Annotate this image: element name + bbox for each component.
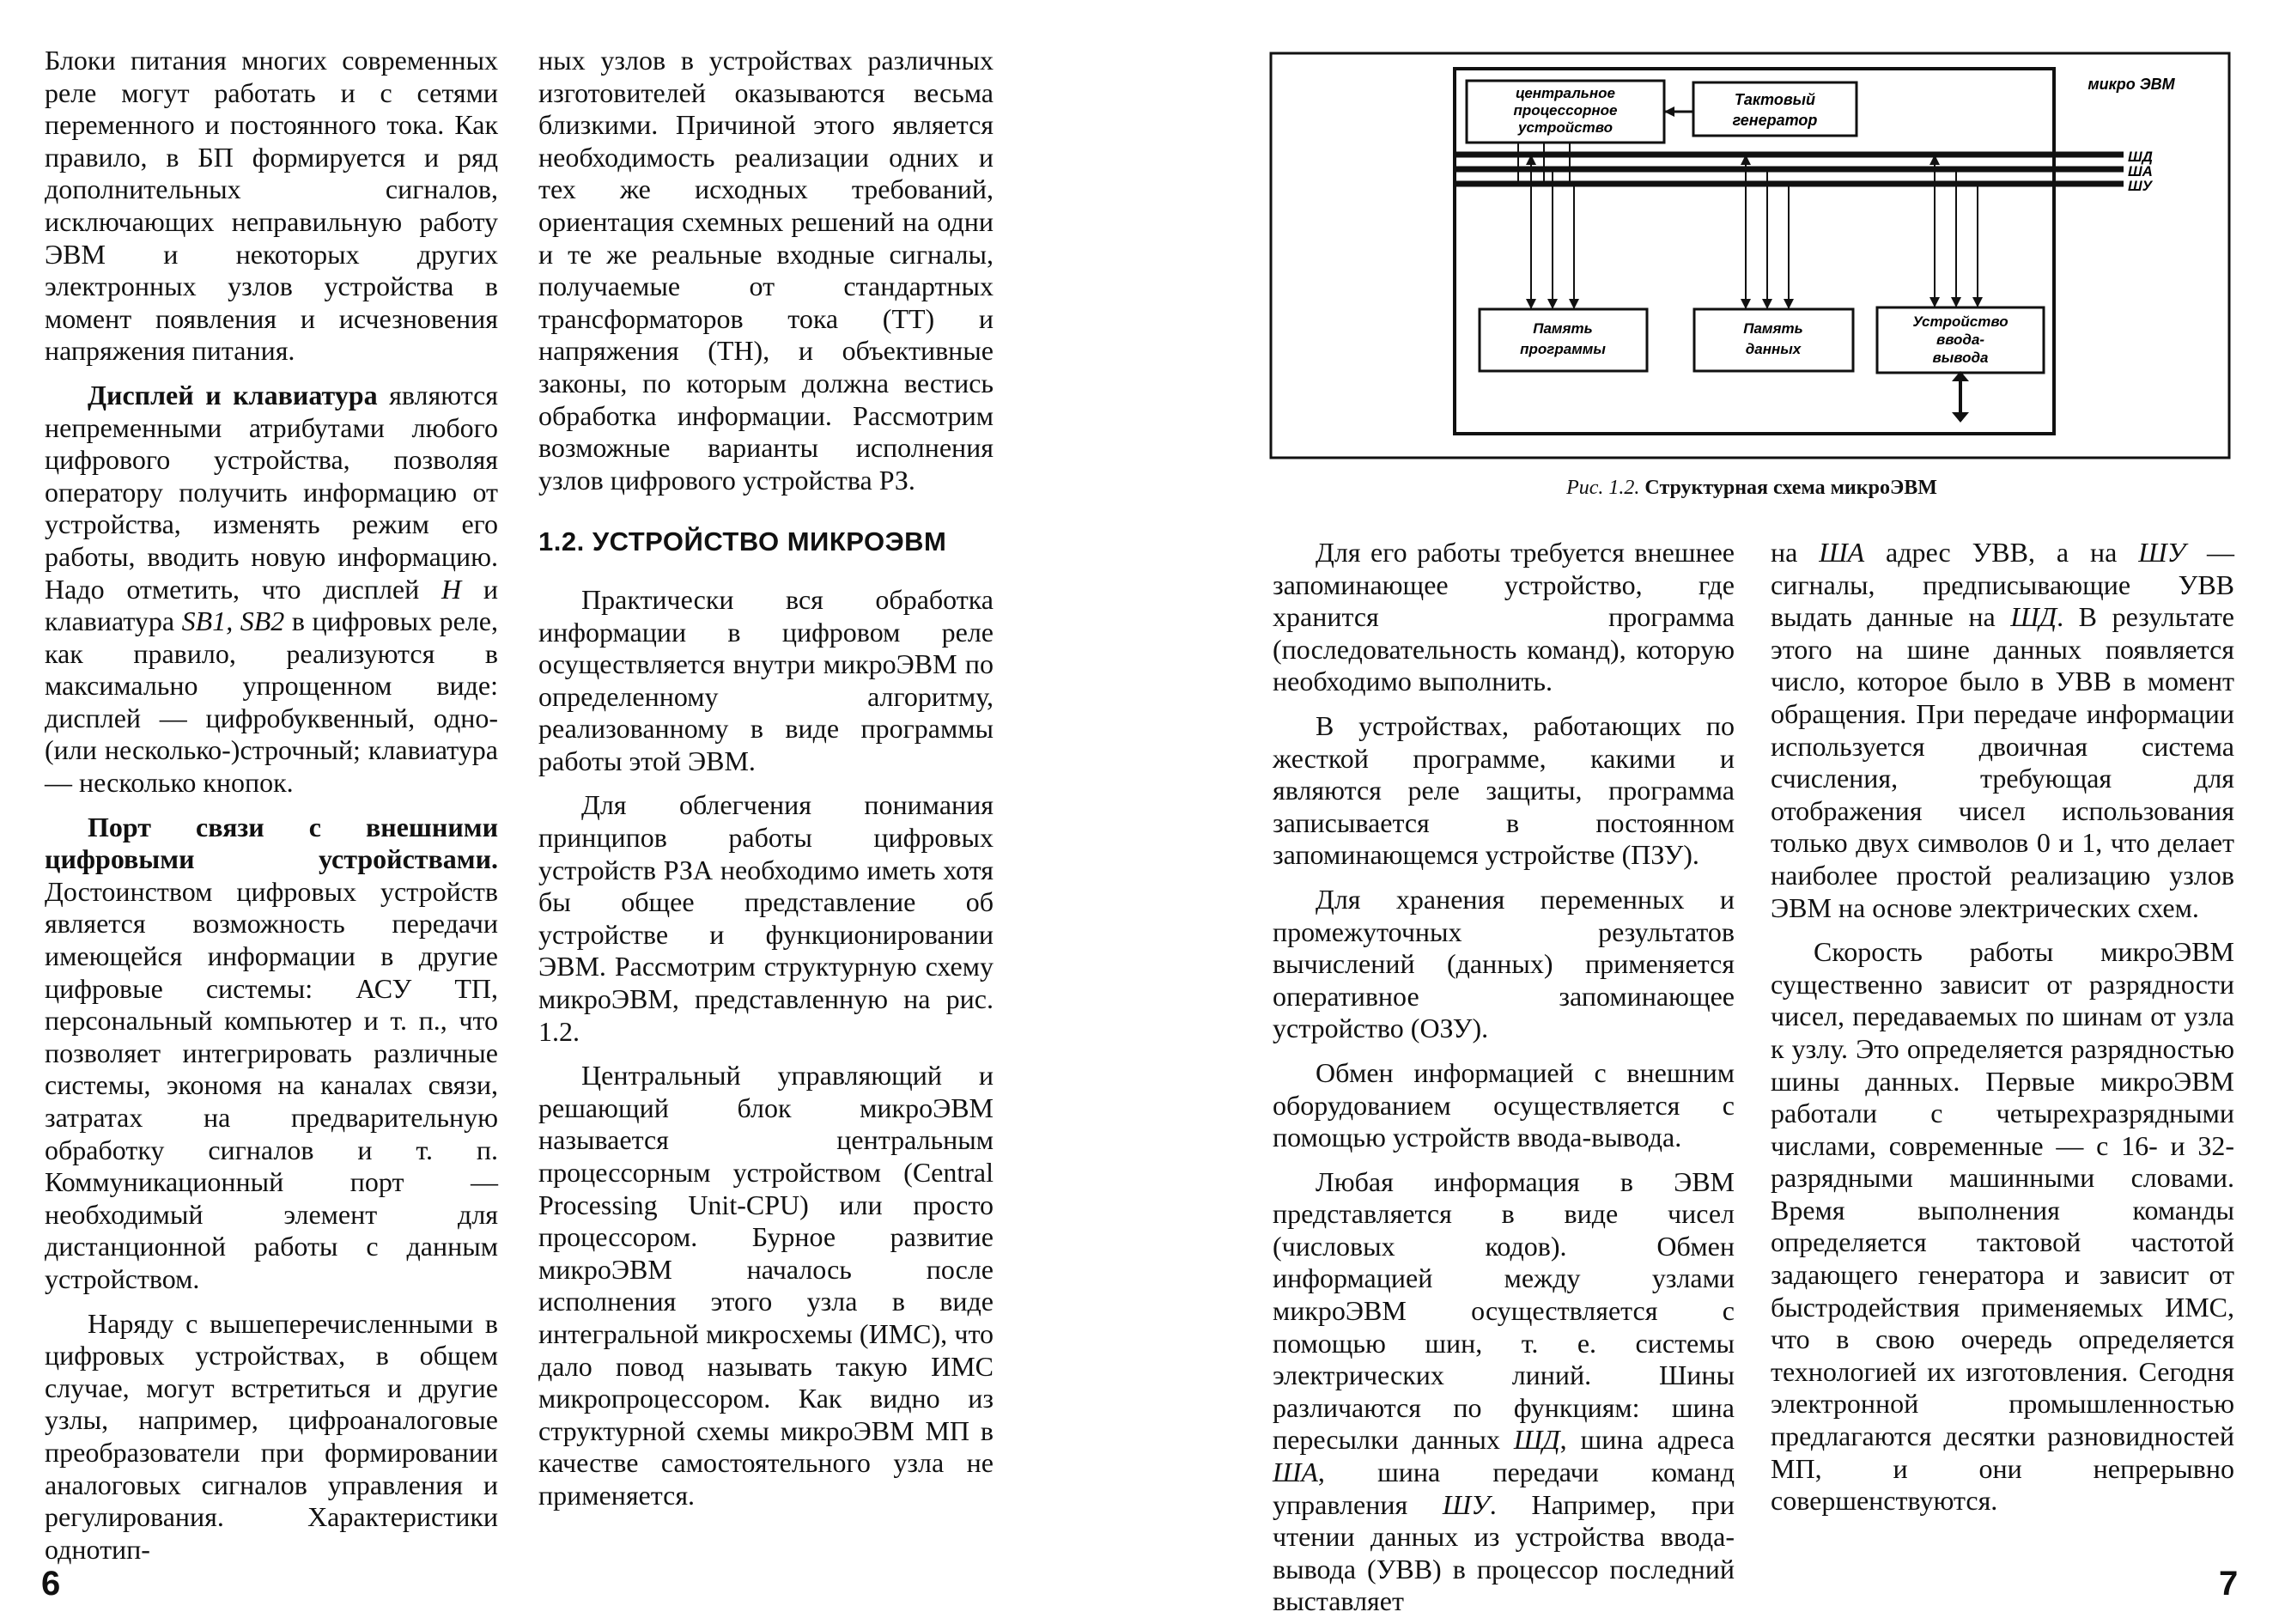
paragraph bbox=[45, 1308, 498, 1566]
paragraph bbox=[1273, 710, 1735, 872]
bold-run: Порт связи с внешними цифровыми устройствами. bbox=[45, 811, 498, 875]
page-number-right: 7 bbox=[2219, 1565, 2239, 1603]
bus-label-address: ША bbox=[2128, 163, 2153, 179]
col2-body bbox=[538, 584, 994, 1512]
italic-run: ША bbox=[1273, 1457, 1318, 1488]
left-column-2 bbox=[538, 45, 994, 1512]
paragraph bbox=[1273, 537, 1735, 698]
section-heading: 1.2. УСТРОЙСТВО МИКРОЭВМ bbox=[538, 526, 947, 557]
text-run: адрес УВВ, а на bbox=[1864, 537, 2139, 568]
text-run: являются непременными атрибутами любого цифрового устройства, позволяя оператору получить информацию от устройства, изменять режим его работы, вводить новую информацию. Надо отметить, что дисплей bbox=[45, 379, 499, 605]
cpu-label-1: центральное bbox=[1516, 85, 1615, 101]
text-run: Любая информация в ЭВМ представляется в виде чисел (числовых кодов). Обмен информацией между узлами микроЭВМ осуществляется с помощью шин, т. е. системы электрических линий. Шины различаются по функциям: шина пересылки данных bbox=[1273, 1165, 1735, 1456]
text-run: . Например, при чтении данных из устройства ввода-вывода (УВВ) в процессор последний выставляет bbox=[1273, 1488, 1735, 1617]
data-memory-label-1: Память bbox=[1743, 320, 1803, 337]
italic-run: SB1, SB2 bbox=[181, 605, 285, 637]
italic-run: ШД bbox=[2010, 601, 2057, 633]
bus-label-control: ШУ bbox=[2128, 178, 2153, 194]
figure-caption bbox=[1271, 477, 2233, 500]
data-memory-box bbox=[1694, 309, 1853, 371]
text-run: Блоки питания многих современных реле могут работать и с сетями переменного и постоянного тока. Как правило, в БП формируется и ряд дополнительных сигналов, исключающих неправильную работу ЭВМ и некоторых других электронных узлов устройства в момент появления и исчезновения напряжения питания. bbox=[45, 45, 498, 367]
cpu-label-3: устройство bbox=[1518, 119, 1613, 136]
io-label-2: ввода- bbox=[1936, 331, 1985, 348]
cpu-label-2: процессорное bbox=[1513, 102, 1618, 119]
text-run: Скорость работы микроЭВМ существенно зависит от разрядности чисел, передаваемых по шинам от узла к узлу. Это определяется разрядностью шины данных. Первые микроЭВМ работали с четырехразрядными числами, современные — с 16- и 32-разрядными машинными словами. Время выполнения команды определяется тактовой частотой задающего генератора и зависит от быстродействия применяемых ИМС, что в свою очередь определяется технологией их изготовления. Сегодня электронной промышленностью предлагаются десятки разновидностей МП, и они непрерывно совершенствуются. bbox=[1771, 936, 2234, 1517]
text-run: на bbox=[1771, 537, 1820, 568]
system-label: микро ЭВМ bbox=[2087, 76, 2175, 93]
program-memory-label-2: программы bbox=[1520, 341, 1606, 357]
page-number-left: 6 bbox=[41, 1565, 61, 1603]
right-column-1 bbox=[1273, 537, 1735, 1618]
bold-run: Дисплей и клавиатура bbox=[88, 379, 378, 411]
caption-text: Структурная схема микроЭВМ bbox=[1644, 477, 1937, 499]
caption-prefix: Рис. 1.2. bbox=[1566, 477, 1640, 499]
paragraph bbox=[45, 380, 498, 800]
text-run: . В результате этого на шине данных появляется число, которое было в УВВ в момент обращения. При передаче информации используется двоичная система счисления, требующая для отображения чисел использования только двух символов 0 и 1, что делает наиболее простой реализацию узлов ЭВМ на основе электрических схем. bbox=[1771, 601, 2235, 923]
paragraph bbox=[538, 1060, 994, 1511]
paragraph bbox=[538, 584, 994, 778]
paragraph bbox=[45, 45, 498, 368]
left-column-1 bbox=[45, 45, 498, 1566]
text-run: ных узлов в устройствах различных изготовителей оказываются весьма близкими. Причиной этого является необходимость реализации одних и тех же исходных требований, ориентация схемных решений на одни и те же реальные входные сигналы, получаемые от стандартных трансформаторов тока (ТТ) и напряжения (ТН), и объективные законы, по которым должна вестись обработка информации. Рассмотрим возможные варианты исполнения узлов цифрового устройства РЗ. bbox=[538, 45, 994, 496]
paragraph bbox=[1273, 1166, 1735, 1618]
text-run: В устройствах, работающих по жесткой программе, какими и являются реле защиты, программа записывается в постоянном запоминающемся устройстве (ПЗУ). bbox=[1273, 709, 1735, 871]
italic-run: ШД bbox=[1513, 1424, 1560, 1456]
paragraph bbox=[45, 812, 498, 1296]
italic-run: ШУ bbox=[2138, 537, 2186, 568]
clock-label-1: Тактовый bbox=[1734, 91, 1816, 108]
io-label-3: вывода bbox=[1932, 350, 1989, 366]
program-memory-label-1: Память bbox=[1533, 320, 1593, 337]
paragraph bbox=[538, 789, 994, 1048]
text-run: и клавиатура bbox=[45, 573, 499, 637]
paragraph bbox=[1771, 936, 2234, 1518]
text-run: , шина адреса bbox=[1559, 1424, 1735, 1456]
text-run: Практически вся обработка информации в цифровом реле осуществляется внутри микроЭВМ по определенному алгоритму, реализованному в виде программы работы этой ЭВМ. bbox=[538, 583, 994, 776]
clock-label-2: генератор bbox=[1732, 112, 1818, 129]
text-run: в цифровых реле, как правило, реализуются в максимально упрощенном виде: дисплей — цифробуквенный, одно-(или несколько-)строчный; клавиатура — несколько кнопок. bbox=[45, 605, 498, 799]
text-run: Центральный управляющий и решающий блок микроЭВМ называется центральным процессорным устройством (Central Processing Unit-CPU) или просто процессором. Бурное развитие микроЭВМ началось после исполнения этого узла в виде интегральной микросхемы (ИМС), что дало повод называть такую ИМС микропроцессором. Как видно из структурной схемы микроЭВМ МП в качестве самостоятельного узла не применяется. bbox=[538, 1060, 994, 1511]
paragraph bbox=[538, 45, 994, 496]
italic-run: Н bbox=[441, 573, 462, 605]
io-label-1: Устройство bbox=[1912, 313, 2008, 330]
bus-label-data: ШД bbox=[2128, 149, 2153, 165]
text-run: Для его работы требуется внешнее запоминающее устройство, где хранится программа (последовательность команд), которую необходимо выполнить. bbox=[1273, 537, 1735, 697]
italic-run: ША bbox=[1819, 537, 1865, 568]
microcomputer-block-diagram bbox=[1269, 52, 2231, 459]
paragraph bbox=[1273, 884, 1735, 1045]
text-run: — сигналы, предписывающие УВВ выдать данные на bbox=[1771, 537, 2235, 633]
data-memory-label-2: данных bbox=[1745, 341, 1802, 357]
paragraph bbox=[1273, 1057, 1735, 1154]
text-run: Для хранения переменных и промежуточных результатов вычислений (данных) применяется оперативное запоминающее устройство (ОЗУ). bbox=[1273, 883, 1735, 1044]
text-run: Для облегчения понимания принципов работы цифровых устройств РЗА необходимо иметь хотя бы общее представление об устройстве и функционировании ЭВМ. Рассмотрим структурную схему микроЭВМ, представленную на рис. 1.2. bbox=[538, 789, 994, 1047]
col2-intro bbox=[538, 45, 994, 496]
text-run: Наряду с вышеперечисленными в цифровых устройствах, в общем случае, могут встретиться и другие узлы, например, цифроаналоговые преобразователи при формировании аналоговых сигналов управления и регулирования. Характеристики однотип- bbox=[45, 1307, 498, 1565]
program-memory-box bbox=[1480, 309, 1647, 371]
right-column-2 bbox=[1771, 537, 2234, 1518]
text-run: Обмен информацией с внешним оборудованием осуществляется с помощью устройств ввода-вывода. bbox=[1273, 1056, 1735, 1153]
text-run: , шина передачи команд управления bbox=[1273, 1457, 1735, 1520]
italic-run: ШУ bbox=[1442, 1488, 1490, 1520]
text-run: Достоинством цифровых устройств является возможность передачи имеющейся информации в другие цифровые системы: АСУ ТП, персональный компьютер и т. п., что позволяет интегрировать различные системы, экономя на каналах связи, затратах на предварительную обработку сигналов и т. п. Коммуникационный порт — необходимый элемент для дистанционной работы с данным устройством. bbox=[45, 875, 498, 1294]
paragraph bbox=[1771, 537, 2234, 924]
